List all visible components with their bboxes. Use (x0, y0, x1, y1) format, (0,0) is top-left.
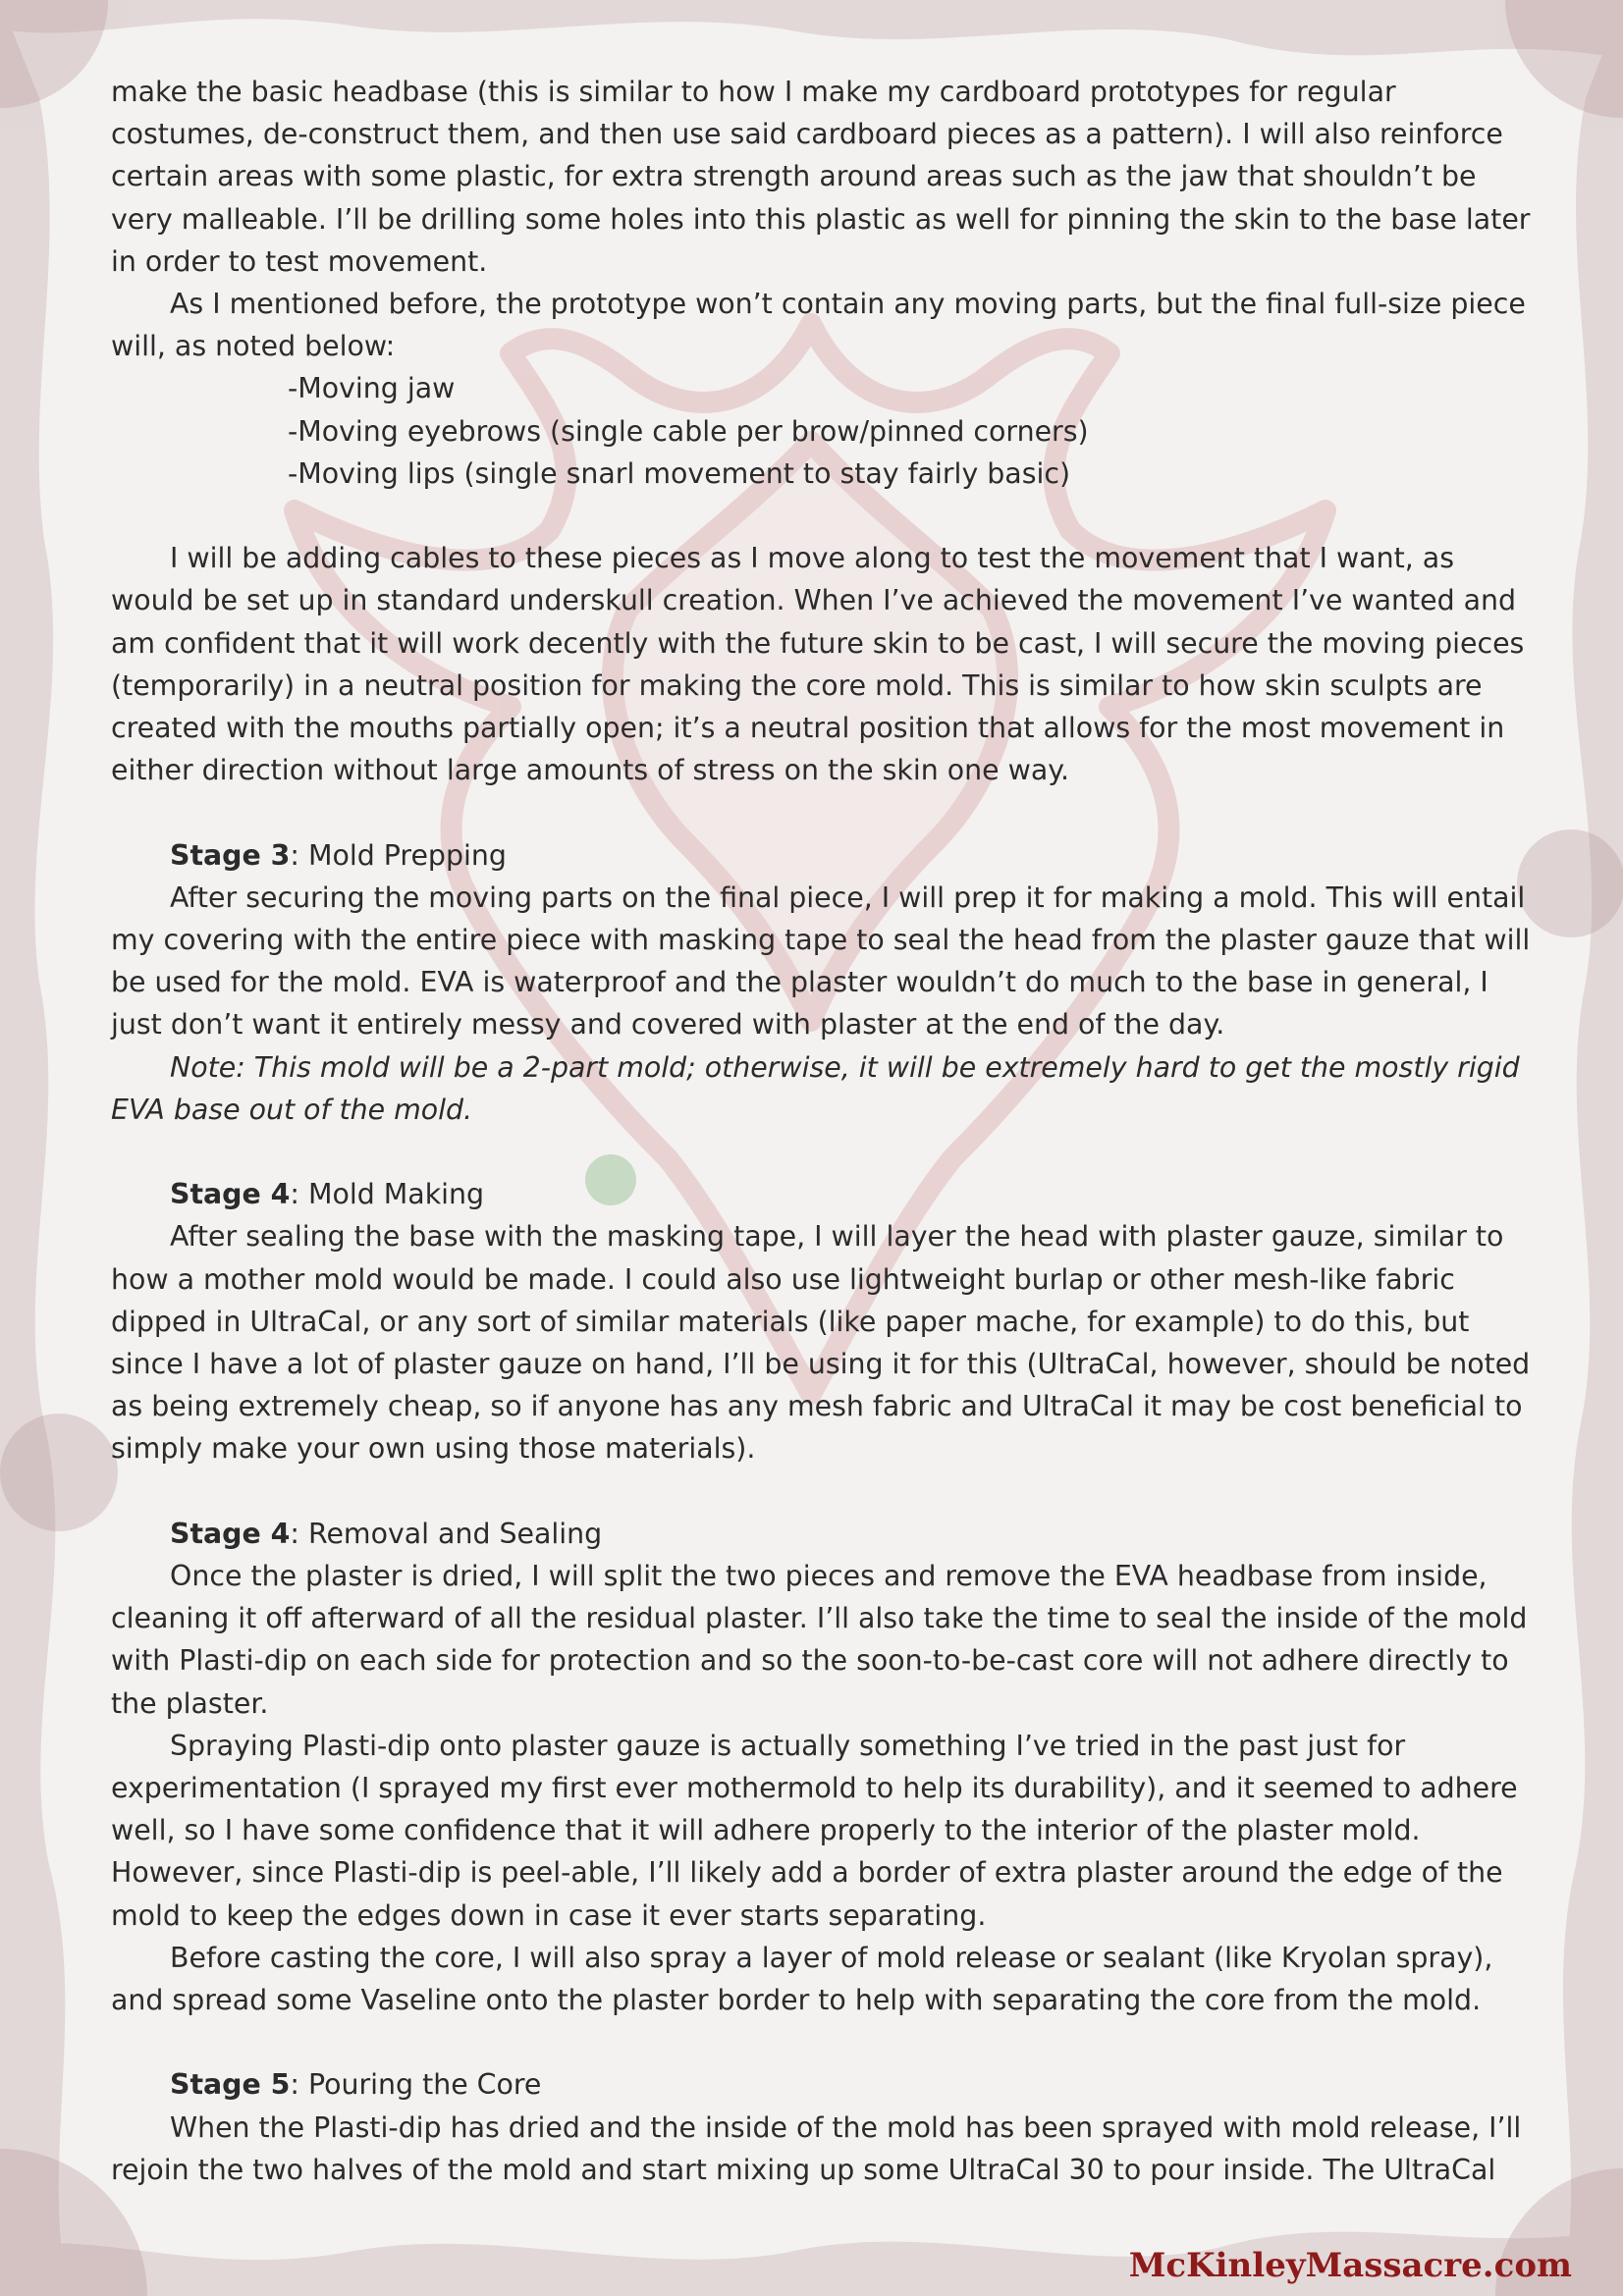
stage-paragraph: Spraying Plasti-dip onto plaster gauze is actually something I’ve tried in the past just for experimentation (I sprayed my first ever mothermold to help its durability), and it seemed to adhere well, so I have some confidence that it will adhere properly to the interior of the plaster mold. However, since Plasti-dip is peel-able, I’ll likely add a border of extra plaster around the edge of the mold to keep the edges down in case it ever starts separating. (111, 1729, 1518, 1932)
stage-label: Stage 3 (170, 838, 291, 872)
stage-paragraph: Once the plaster is dried, I will split the two pieces and remove the EVA headbase from inside, cleaning it off afterward of all the residual plaster. I’ll also take the time to seal the inside of the mold with Plasti-dip on each side for protection and so the soon-to-be-cast core will not adhere directly to the plaster. (111, 1560, 1528, 1720)
moving-parts-list (111, 367, 1544, 495)
stage-title: : Mold Making (290, 1178, 485, 1211)
footer-site-link[interactable]: McKinleyMassacre.com (1128, 2246, 1572, 2285)
list-item: -Moving lips (single snarl movement to stay fairly basic) (288, 456, 1071, 490)
stage-label: Stage 4 (170, 1178, 291, 1211)
stage-title: : Pouring the Core (290, 2068, 542, 2102)
stage-paragraph: After securing the moving parts on the final piece, I will prep it for making a mold. This will entail my covering with the entire piece with masking tape to seal the head from the plaster gauze that will be used for the mold. EVA is waterproof and the plaster wouldn’t do much to the base in general, I just don’t want it entirely messy and covered with plaster at the end of the day. (111, 881, 1531, 1041)
list-item: -Moving eyebrows (single cable per brow/pinned corners) (288, 414, 1089, 448)
stage-heading (111, 1173, 1544, 1215)
stage-paragraph: When the Plasti-dip has dried and the inside of the mold has been sprayed with mold release, I’ll rejoin the two halves of the mold and start mixing up some UltraCal 30 to pour inside. The UltraCal (111, 2110, 1522, 2186)
stage-paragraph: Before casting the core, I will also spray a layer of mold release or sealant (like Kryolan spray), and spread some Vaseline onto the plaster border to help with separating the core from the mold. (111, 1941, 1493, 2017)
stage-heading (111, 1513, 1544, 1555)
stage-paragraph: After sealing the base with the masking tape, I will layer the head with plaster gauze, similar to how a mother mold would be made. I could also use lightweight burlap or other mesh-like fabric dipped in UltraCal, or any sort of similar materials (like paper mache, for example) to do this, but since I have a lot of plaster gauze on hand, I’ll be using it for this (UltraCal, however, should be noted as being extremely cheap, so if anyone has any mesh fabric and UltraCal it may be cost beneficial to simply make your own using those materials). (111, 1220, 1531, 1466)
stage-note: Note: This mold will be a 2-part mold; otherwise, it will be extremely hard to get the mostly rigid EVA base out of the mold. (111, 1050, 1520, 1126)
cables-paragraph: I will be adding cables to these pieces as I move along to test the movement that I want, as would be set up in standard underskull creation. When I’ve achieved the movement I’ve wanted and am confident that it will work decently with the future skin to be cast, I will secure the moving pieces (temporarily) in a neutral position for making the core mold. This is similar to how skin sculpts are created with the mouths partially open; it’s a neutral position that allows for the most movement in either direction without large amounts of stress on the skin one way. (111, 542, 1525, 787)
document-body (111, 71, 1544, 2191)
stage-heading (111, 2063, 1544, 2106)
stage-label: Stage 4 (170, 1517, 291, 1550)
intro-paragraph: make the basic headbase (this is similar to how I make my cardboard prototypes for regular costumes, de-construct them, and then use said cardboard pieces as a pattern). I will also reinforce certain areas with some plastic, for extra strength around areas such as the jaw that shouldn’t be very malleable. I’ll be drilling some holes into this plastic as well for pinning the skin to the base later in order to test movement. (111, 76, 1531, 278)
list-item: -Moving jaw (288, 372, 456, 405)
stage-title: : Mold Prepping (290, 838, 507, 872)
stage-title: : Removal and Sealing (290, 1517, 603, 1550)
moving-parts-intro: As I mentioned before, the prototype won’t contain any moving parts, but the final full-size piece will, as noted below: (111, 288, 1526, 363)
stage-label: Stage 5 (170, 2068, 291, 2102)
stage-heading (111, 834, 1544, 877)
